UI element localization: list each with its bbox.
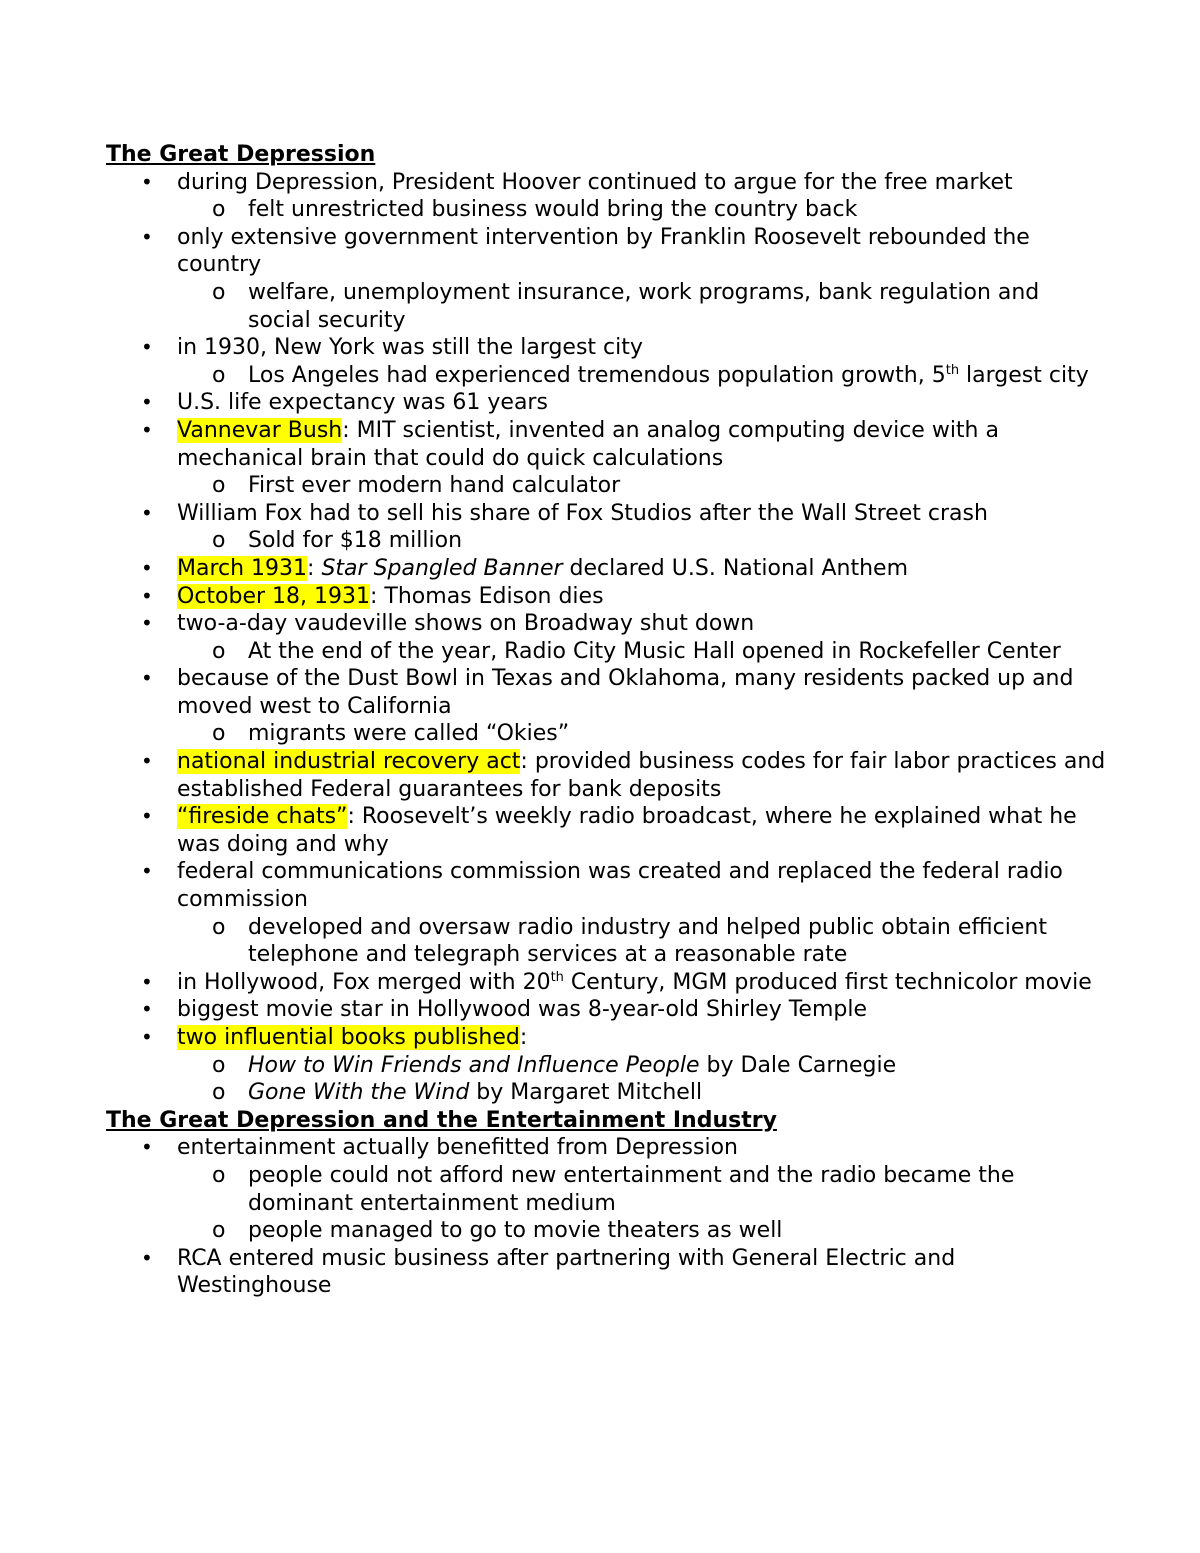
- highlighted-term: national industrial recovery act: [177, 749, 521, 775]
- sub-bullet-icon: o: [212, 473, 226, 499]
- bullet-item: [106, 555, 1106, 583]
- bullet-item: [106, 417, 1106, 472]
- text-run: people could not afford new entertainment and the radio became the dominant entertainment medium: [248, 1162, 1015, 1216]
- text-run: because of the Dust Bowl in Texas and Oklahoma, many residents packed up and moved west to California: [177, 666, 1074, 719]
- text-run: Sold for $18 million: [248, 528, 463, 554]
- sub-bullet-item: [106, 527, 1106, 555]
- bullet-icon: •: [141, 1025, 153, 1049]
- bullet-icon: •: [141, 417, 153, 442]
- sub-bullet-icon: o: [212, 528, 226, 554]
- text-run: : Thomas Edison dies: [370, 583, 604, 609]
- sub-bullet-item: [106, 362, 1106, 390]
- text-run: : Roosevelt’s weekly radio broadcast, where he explained what he was doing and why: [177, 804, 1077, 857]
- superscript: th: [945, 362, 960, 378]
- sub-bullet-icon: o: [212, 362, 226, 388]
- superscript: th: [550, 969, 564, 985]
- highlighted-term: October 18, 1931: [177, 583, 371, 609]
- section-heading: The Great Depression: [106, 142, 376, 167]
- bullet-item: [106, 500, 1106, 528]
- bullet-item: [106, 748, 1106, 803]
- bullet-item: [106, 389, 1106, 417]
- sub-bullet-icon: o: [212, 721, 226, 747]
- text-run: entertainment actually benefitted from Depression: [177, 1135, 738, 1161]
- sub-bullet-icon: o: [212, 1052, 226, 1078]
- text-run: developed and oversaw radio industry and helped public obtain efficient telephone and telegraph services at a reasonable rate: [248, 914, 1047, 968]
- bullet-item: [106, 583, 1106, 611]
- text-run: : MIT scientist, invented an analog computing device with a mechanical brain that could do quick calculations: [177, 417, 999, 471]
- text-run: by Margaret Mitchell: [469, 1080, 703, 1106]
- section-heading: The Great Depression and the Entertainment Industry: [106, 1107, 777, 1133]
- text-run: :: [307, 555, 322, 581]
- sub-bullet-item: [106, 914, 1106, 969]
- sub-bullet-item: [106, 638, 1106, 666]
- bullet-icon: •: [141, 169, 153, 194]
- text-run: biggest movie star in Hollywood was 8-year-old Shirley Temple: [177, 997, 867, 1023]
- bullet-item: [106, 969, 1106, 997]
- bullet-icon: •: [141, 749, 153, 774]
- sub-bullet-item: [106, 472, 1106, 500]
- text-run: in 1930, New York was still the largest city: [177, 335, 643, 361]
- bullet-list: [106, 1134, 1106, 1300]
- bullet-item: [106, 1245, 1106, 1300]
- sub-bullet-item: [106, 196, 1106, 224]
- bullet-item: [106, 858, 1106, 913]
- text-run: :: [519, 1025, 528, 1050]
- bullet-item: [106, 224, 1106, 279]
- highlighted-term: two influential books published: [177, 1025, 520, 1050]
- bullet-icon: •: [141, 583, 153, 608]
- text-run: welfare, unemployment insurance, work programs, bank regulation and social security: [248, 279, 1040, 333]
- text-run: Century, MGM produced first technicolor movie: [563, 969, 1092, 995]
- bullet-item: [106, 610, 1106, 638]
- bullet-icon: •: [141, 997, 153, 1022]
- sub-bullet-item: [106, 1162, 1106, 1217]
- sub-bullet-icon: o: [212, 197, 226, 223]
- text-run: At the end of the year, Radio City Music Hall opened in Rockefeller Center: [248, 638, 1061, 664]
- text-run: declared U.S. National Anthem: [562, 555, 909, 581]
- text-run: in Hollywood, Fox merged with 20: [177, 969, 551, 995]
- text-run: during Depression, President Hoover continued to argue for the free market: [177, 169, 1013, 195]
- sub-bullet-icon: o: [212, 1162, 226, 1188]
- text-run: Los Angeles had experienced tremendous population growth, 5: [248, 362, 946, 388]
- sub-bullet-item: [106, 279, 1106, 334]
- sub-bullet-icon: o: [212, 914, 226, 940]
- bullet-item: [106, 803, 1106, 858]
- bullet-item: [106, 665, 1106, 720]
- text-run: only extensive government intervention by Franklin Roosevelt rebounded the country: [177, 224, 1030, 278]
- highlighted-term: March 1931: [177, 555, 308, 581]
- bullet-icon: •: [141, 1135, 153, 1160]
- bullet-item: [106, 334, 1106, 362]
- sub-bullet-icon: o: [212, 279, 226, 305]
- text-run: felt unrestricted business would bring the country back: [248, 197, 858, 223]
- bullet-item: [106, 169, 1106, 197]
- bullet-item: [106, 996, 1106, 1024]
- text-run: largest city: [959, 362, 1089, 388]
- text-run: migrants were called “Okies”: [248, 721, 570, 747]
- bullet-icon: •: [141, 804, 153, 829]
- italic-title: Gone With the Wind: [248, 1080, 470, 1106]
- bullet-icon: •: [141, 500, 153, 525]
- bullet-icon: •: [141, 666, 153, 691]
- sub-bullet-item: [106, 1052, 1106, 1080]
- sub-bullet-icon: o: [212, 638, 226, 664]
- text-run: : provided business codes for fair labor practices and established Federal guarantees for bank deposits: [177, 749, 1106, 802]
- bullet-icon: •: [141, 555, 153, 580]
- sub-bullet-item: [106, 720, 1106, 748]
- highlighted-term: Vannevar Bush: [177, 417, 343, 443]
- sub-bullet-icon: o: [212, 1080, 226, 1106]
- text-run: people managed to go to movie theaters as well: [248, 1218, 783, 1244]
- sub-bullet-icon: o: [212, 1218, 226, 1244]
- sub-bullet-item: [106, 1079, 1106, 1107]
- text-run: two-a-day vaudeville shows on Broadway shut down: [177, 611, 755, 637]
- text-run: First ever modern hand calculator: [248, 473, 621, 499]
- bullet-icon: •: [141, 224, 153, 249]
- bullet-item: [106, 1024, 1106, 1052]
- text-run: federal communications commission was created and replaced the federal radio commission: [177, 859, 1063, 913]
- text-run: U.S. life expectancy was 61 years: [177, 390, 548, 416]
- text-run: RCA entered music business after partnering with General Electric and Westinghouse: [177, 1245, 956, 1299]
- bullet-icon: •: [141, 335, 153, 360]
- bullet-icon: •: [141, 611, 153, 636]
- italic-title: How to Win Friends and Influence People: [248, 1052, 700, 1078]
- bullet-icon: •: [141, 859, 153, 884]
- text-run: by Dale Carnegie: [699, 1052, 897, 1078]
- sub-bullet-item: [106, 1217, 1106, 1245]
- bullet-item: [106, 1134, 1106, 1162]
- highlighted-term: “fireside chats”: [177, 804, 348, 830]
- text-run: William Fox had to sell his share of Fox Studios after the Wall Street crash: [177, 500, 988, 526]
- bullet-icon: •: [141, 969, 153, 994]
- bullet-icon: •: [141, 390, 153, 415]
- bullet-icon: •: [141, 1245, 153, 1270]
- italic-title: Star Spangled Banner: [321, 555, 563, 581]
- bullet-list: [106, 169, 1106, 1107]
- document-body: [106, 141, 1106, 1300]
